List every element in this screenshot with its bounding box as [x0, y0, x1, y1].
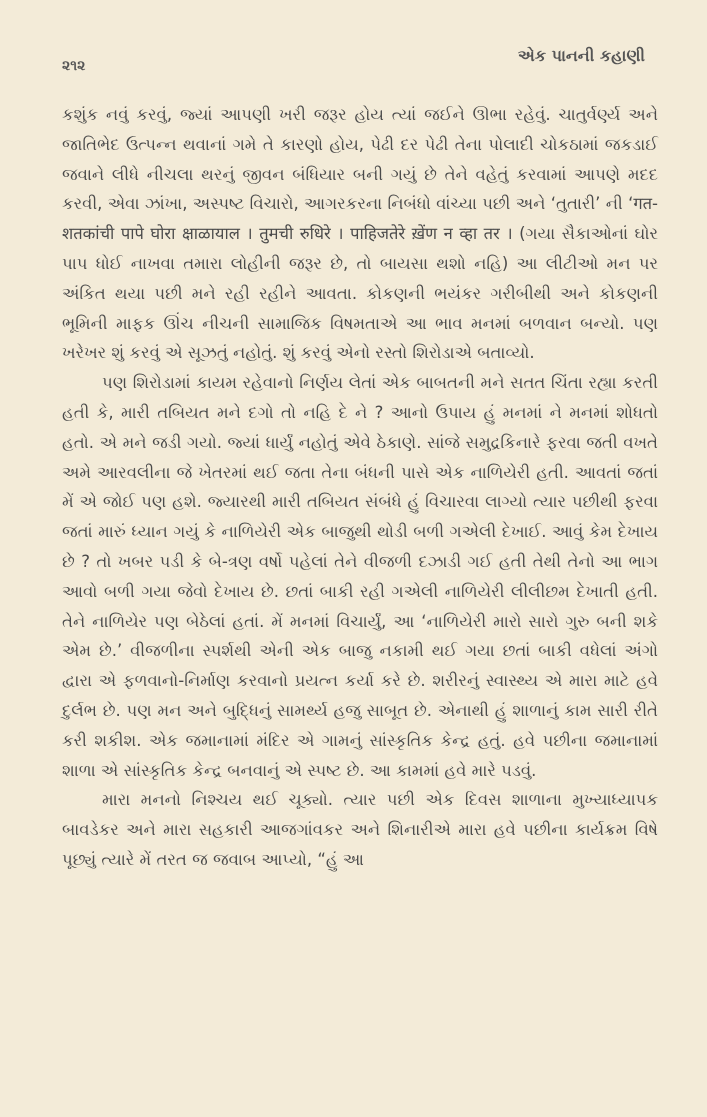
paragraph: મારા મનનો નિશ્ચય થઈ ચૂક્યો. ત્યાર પછી એક દિવસ શાળાના મુખ્યાધ્યાપક બાવડેકર અને મારા સહકારી આજગાંવકર અને શિનારીએ મારા હવે પછીના કાર્યક્રમ વિષે પૂછ્યું ત્યારે મેં તરત જ જવાબ આપ્યો, “હું આ	[62, 790, 658, 869]
paragraph: પણ શિરોડામાં કાયમ રહેવાનો નિર્ણય લેતાં એક બાબતની મને સતત ચિંતા રહ્યા કરતી હતી કે, મારી તબિયત મને દગો તો નહિ દે ને ? આનો ઉપાય હું મનમાં ને મનમાં શોધતો હતો. એ મને જડી ગયો. જ્યાં ધાર્યું નહોતું એવે ઠેકાણે. સાંજે સમુદ્રકિનારે ફરવા જતી વખતે અમે આરવલીના જે ખેતરમાં થઈ જતા તેના બંધની પાસે એક નાળિયેરી હતી. આવતાં જતાં મેં એ જોઈ પણ હશે. જ્યારથી મારી તબિયત સંબંધે હું વિચારવા લાગ્યો ત્યાર પછીથી ફરવા જતાં મારું ધ્યાન ગયું કે નાળિયેરી એક બાજુથી થોડી બળી ગએલી દેખાઈ. આવું કેમ દેખાય છે ? તો ખબર પડી કે બે-ત્રણ વર્ષો પહેલાં તેને વીજળી દઝાડી ગઈ હતી તેથી તેનો આ ભાગ આવો બળી ગયા જેવો દેખાય છે. છતાં બાકી રહી ગએલી નાળિયેરી લીલીછમ દેખાતી હતી. તેને નાળિયેર પણ બેઠેલાં હતાં. મેં મનમાં વિચાર્યું, આ ‘નાળિયેરી મારો સારો ગુરુ બની શકે એમ છે.’ વીજળીના સ્પર્શથી એની એક બાજુ નકામી થઈ ગયા છતાં બાકી વધેલાં અંગો દ્વારા એ ફળવાનો-નિર્માણ કરવાનો પ્રયત્ન કર્યા કરે છે. શરીરનું સ્વાસ્થ્ય એ મારા માટે હવે દુર્લભ છે. પણ મન અને બુદ્ધિનું સામર્થ્ય હજુ સાબૂત છે. એનાથી હું શાળાનું કામ સારી રીતે કરી શકીશ. એક જમાનામાં મંદિર એ ગામનું સાંસ્કૃતિક કેન્દ્ર હતું. હવે પછીના જમાનામાં શાળા એ સાંસ્કૃતિક કેન્દ્ર બનવાનું એ સ્પષ્ટ છે. આ કામમાં હવે મારે પડવું.	[62, 373, 658, 780]
body-text	[62, 100, 658, 875]
running-title: એક પાનની કહાણી	[517, 46, 645, 65]
paragraph: કશુંક નવું કરવું, જ્યાં આપણી ખરી જરૂર હોય ત્યાં જઈને ઊભા રહેવું. ચાતુર્વર્ણ્ય અને જાતિભેદ ઉત્પન્ન થવાનાં ગમે તે કારણો હોય, પેઢી દર પેઢી તેના પોલાદી ચોકઠામાં જકડાઈ જવાને લીધે નીચલા થરનું જીવન બંધિયાર બની ગયું છે તેને વહેતું કરવામાં આપણે મદદ કરવી, એવા ઝાંખા, અસ્પષ્ટ વિચારો, આગરકરના નિબંધો વાંચ્યા પછી અને ‘તુતારી’ ની ‘गत-शतकांची पापे घोरा क्षाळायाल । तुमची रुधिरे । पाहिजतेरे ख़ेंण न व्हा तर । (ગયા સૈકાઓનાં ઘોર પાપ ધોઈ નાખવા તમારા લોહીની જરૂર છે, તો બાયસા થશો નહિ) આ લીટીઓ મન પર અંકિત થયા પછી મને રહી રહીને આવતા. કોકણની ભયંકર ગરીબીથી અને કોકણની ભૂમિની માફક ઊંચ નીચની સામાજિક વિષમતાએ આ ભાવ મનમાં બળવાન બન્યો. પણ ખરેખર શું કરવું એ સૂઝતું નહોતું. શું કરવું એનો રસ્તો શિરોડાએ બતાવ્યો.	[62, 105, 658, 363]
page-number: ૨૧૨	[62, 58, 86, 74]
page-header	[62, 46, 645, 78]
